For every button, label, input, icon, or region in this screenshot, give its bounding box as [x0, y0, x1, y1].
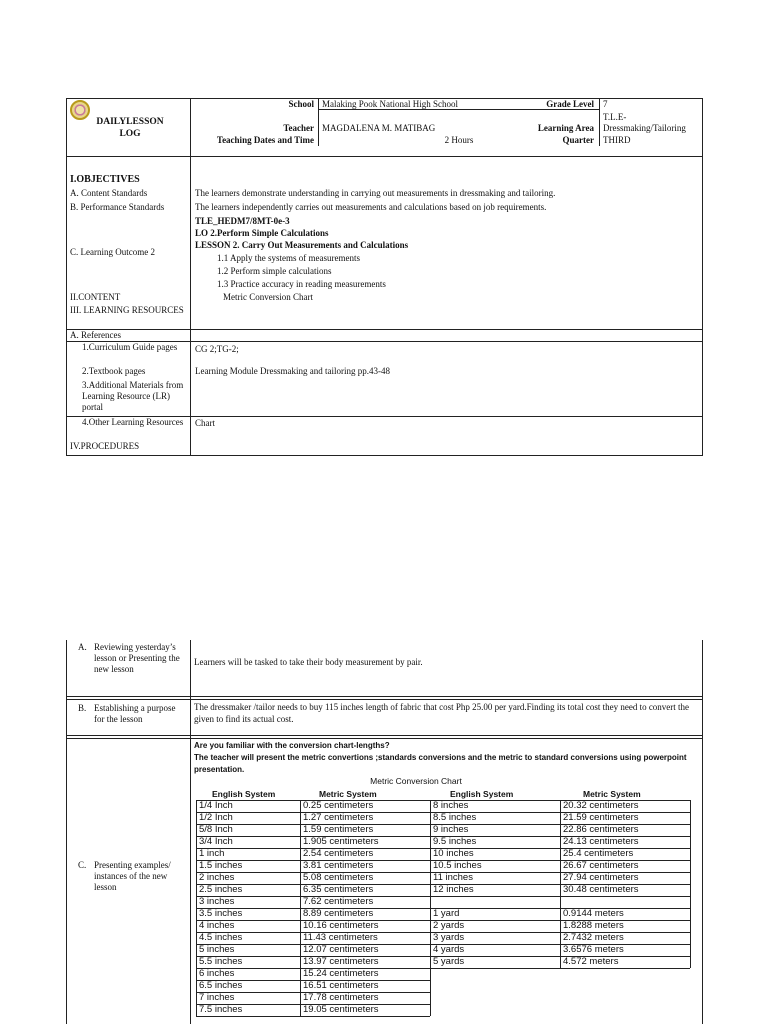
- procedure-a-text: Learners will be tasked to take their body measurement by pair.: [194, 657, 423, 667]
- metric-value: 12.07 centimeters: [303, 944, 379, 955]
- textbook-label: 2.Textbook pages: [82, 366, 146, 376]
- procedures-heading: IV.PROCEDURES: [70, 441, 140, 451]
- content-standards-label: A. Content Standards: [70, 188, 148, 198]
- english-value: 2 inches: [199, 872, 235, 883]
- english-value: 1/4 Inch: [199, 800, 233, 811]
- lesson-title: LESSON 2. Carry Out Measurements and Calculations: [195, 240, 409, 250]
- english-value: 3/4 Inch: [199, 836, 233, 847]
- english-value: [430, 896, 560, 908]
- metric-value: 8.89 centimeters: [303, 908, 374, 919]
- english-value: 5 inches: [199, 944, 235, 955]
- objective-item: 1.1 Apply the systems of measurements: [217, 253, 360, 263]
- english-value: 7.5 inches: [199, 1004, 243, 1015]
- metric-value: 17.78 centimeters: [303, 992, 379, 1003]
- metric-value: 3.81 centimeters: [303, 860, 374, 871]
- conversion-table-left: [196, 800, 430, 1018]
- english-value: 1 inch: [199, 848, 225, 859]
- performance-standards-text: The learners independently carries out measurements and calculations based on job requirements.: [195, 202, 547, 212]
- metric-value: 26.67 centimeters: [563, 860, 639, 871]
- objectives-heading: I.OBJECTIVES: [70, 174, 140, 185]
- metric-value: 5.08 centimeters: [303, 872, 374, 883]
- english-value: 3 inches: [199, 896, 235, 907]
- content-standards-text: The learners demonstrate understanding in carrying out measurements in dressmaking and tailoring.: [195, 188, 556, 198]
- col-metric-left: Metric System: [319, 789, 377, 799]
- english-value: 3 yards: [433, 932, 465, 943]
- procedures-table: A. Reviewing yesterday’s lesson or Presenting the new lesson Learners will be tasked to take their body measurement by pair. B. Establishing a purpose for the lesson The dressmaker /tailor needs to buy 115 inches length of fabric that cost Php 25.00 per yard.Finding its total cost they need to convert the given to find its actual cost. C. Presenting examples/ instances of the new lesson Are you familiar with the conversion chart-lengths? The teacher will present the metric convertions ;standards conversions and the metric to standard conversions using powerpoint presentation. Metric Conversion Chart English System Metric System English System Metric System 1/4 Inch 0.25 centimeters 1/2 Inch 1.27 centimeters 5/8 Inch 1.59 centimeters 3/4 Inch 1.905 centimeters 1 inch 2.54 centimeters 1.5 inches 3.81 centimeters 2 inches 5.08 centimeters 2.5 inches 6.35 centimeters 3 inches 7.62 centimeters 3.5 inches 8.89 centimeters 4 inches 10.16 centimeters 4.5 inches 11.43 centimeters 5 inches 12.07 centimeters 5.5 inches 13.97 centimeters 6 inches 15.24 centimeters 6.5 inches 16.51 centimeters 7 inches 17.78 centimeters 7.5 inches 19.05 centimeters 8 inches 20.32 centimeters 8.5 inches 21.59 centimeters 9 inches 22.86 centimeters 9.5 inches 24.13 centimeters 10 inches 25.4 centimeters 10.5 inches 26.67 centimeters 11 inches 27.94 centimeters 12 inches 30.48 centimeters 1 yard 0.9144 meters 2 yards 1.8288 meters 3 yards 2.7432 meters 4 yards 3.6576 meters 5 yards 4.572 meters: [66, 640, 703, 1024]
- english-value: 5.5 inches: [199, 956, 243, 967]
- textbook-value: Learning Module Dressmaking and tailoring pp.43-48: [195, 366, 390, 376]
- teacher-label: Teacher: [283, 123, 314, 133]
- learning-area-value-1: T.L.E-: [603, 112, 627, 122]
- dates-label: Teaching Dates and Time: [216, 135, 314, 145]
- competency-code: TLE_HEDM7/8MT-0e-3: [195, 216, 290, 226]
- english-value: 1/2 Inch: [199, 812, 233, 823]
- metric-value: 6.35 centimeters: [303, 884, 374, 895]
- english-value: 6 inches: [199, 968, 235, 979]
- metric-value: 0.9144 meters: [563, 908, 624, 919]
- procedure-c-question: Are you familiar with the conversion chart-lengths?: [194, 741, 390, 750]
- learning-area-label: Learning Area: [537, 123, 594, 133]
- english-value: 5/8 Inch: [199, 824, 233, 835]
- other-resources-label: 4.Other Learning Resources: [82, 417, 184, 427]
- metric-value: 16.51 centimeters: [303, 980, 379, 991]
- learning-resources-label: III. LEARNING RESOURCES: [70, 305, 184, 315]
- english-value: 9 inches: [433, 824, 469, 835]
- english-value: 5 yards: [433, 956, 465, 967]
- english-value: 8.5 inches: [433, 812, 477, 823]
- metric-value: 1.27 centimeters: [303, 812, 374, 823]
- english-value: 7 inches: [199, 992, 235, 1003]
- metric-value: 1.905 centimeters: [303, 836, 379, 847]
- english-value: 1.5 inches: [199, 860, 243, 871]
- english-value: 1 yard: [433, 908, 460, 919]
- metric-value: 25.4 centimeters: [563, 848, 634, 859]
- english-value: 4 yards: [433, 944, 465, 955]
- metric-value: 27.94 centimeters: [563, 872, 639, 883]
- school-label: School: [288, 99, 314, 109]
- curriculum-guide-value: CG 2;TG-2;: [195, 344, 239, 354]
- metric-value: 1.59 centimeters: [303, 824, 374, 835]
- metric-value: 2.54 centimeters: [303, 848, 374, 859]
- english-value: 12 inches: [433, 884, 474, 895]
- col-english-left: English System: [212, 789, 276, 799]
- procedure-c-label: Presenting examples/ instances of the new lesson: [94, 860, 171, 892]
- col-metric-right: Metric System: [583, 789, 641, 799]
- other-resources-value: Chart: [195, 418, 215, 428]
- english-value: 4.5 inches: [199, 932, 243, 943]
- col-english-right: English System: [450, 789, 514, 799]
- metric-value: 22.86 centimeters: [563, 824, 639, 835]
- objective-item: 1.3 Practice accuracy in reading measurements: [217, 279, 386, 289]
- procedure-b-text: The dressmaker /tailor needs to buy 115 inches length of fabric that cost Php 25.00 per yard.Finding its total cost they need to convert the given to find its actual cost.: [194, 702, 690, 724]
- metric-value: 3.6576 meters: [563, 944, 624, 955]
- chart-title: Metric Conversion Chart: [370, 776, 462, 786]
- metric-value: 4.572 meters: [563, 956, 619, 967]
- metric-value: 0.25 centimeters: [303, 800, 374, 811]
- metric-value: 11.43 centimeters: [303, 932, 378, 943]
- additional-materials-label: 3.Additional Materials from Learning Resource (LR) portal: [82, 380, 184, 412]
- metric-value: 19.05 centimeters: [303, 1004, 379, 1015]
- metric-value: 2.7432 meters: [563, 932, 624, 943]
- english-value: 10.5 inches: [433, 860, 482, 871]
- references-label: A. References: [70, 330, 121, 340]
- procedure-a-label: Reviewing yesterday’s lesson or Presenting the new lesson: [94, 642, 180, 674]
- english-value: 10 inches: [433, 848, 474, 859]
- english-value: 11 inches: [433, 872, 473, 883]
- grade-level-value: 7: [603, 99, 608, 109]
- content-item: Metric Conversion Chart: [223, 292, 313, 302]
- curriculum-guide-label: 1.Curriculum Guide pages: [82, 342, 178, 352]
- metric-value: 7.62 centimeters: [303, 896, 374, 907]
- metric-value: 10.16 centimeters: [303, 920, 379, 931]
- objective-item: 1.2 Perform simple calculations: [217, 266, 332, 276]
- log-title: DAILYLESSON LOG: [96, 117, 164, 139]
- english-value: 8 inches: [433, 800, 469, 811]
- english-value: 2.5 inches: [199, 884, 243, 895]
- learning-outcome-label: C. Learning Outcome 2: [70, 247, 155, 257]
- procedure-c-instruction: The teacher will present the metric convertions ;standards conversions and the metric to standard conversions using powerpoint presentation.: [194, 753, 687, 774]
- grade-level-label: Grade Level: [546, 99, 594, 109]
- english-value: 4 inches: [199, 920, 235, 931]
- metric-value: 13.97 centimeters: [303, 956, 379, 967]
- english-value: 9.5 inches: [433, 836, 477, 847]
- quarter-value: THIRD: [603, 135, 631, 145]
- metric-value: 21.59 centimeters: [563, 812, 639, 823]
- content-label: II.CONTENT: [70, 292, 121, 302]
- conversion-table-right: [430, 800, 690, 970]
- metric-value: 20.32 centimeters: [563, 800, 639, 811]
- teacher-value: MAGDALENA M. MATIBAG: [322, 123, 436, 133]
- metric-value: [560, 896, 690, 908]
- metric-value: 1.8288 meters: [563, 920, 624, 931]
- english-value: 2 yards: [433, 920, 465, 931]
- performance-standards-label: B. Performance Standards: [70, 202, 165, 212]
- learning-area-value-2: Dressmaking/Tailoring: [603, 123, 686, 133]
- dates-value: 2 Hours: [444, 135, 474, 145]
- metric-value: 30.48 centimeters: [563, 884, 639, 895]
- quarter-label: Quarter: [562, 135, 594, 145]
- metric-value: 24.13 centimeters: [563, 836, 639, 847]
- procedure-b-label: Establishing a purpose for the lesson: [94, 703, 176, 724]
- school-value: Malaking Pook National High School: [322, 99, 458, 109]
- english-value: 3.5 inches: [199, 908, 243, 919]
- learning-outcome-title: LO 2.Perform Simple Calculations: [195, 228, 329, 238]
- daily-lesson-log-table: [66, 98, 703, 456]
- metric-value: 15.24 centimeters: [303, 968, 379, 979]
- english-value: 6.5 inches: [199, 980, 243, 991]
